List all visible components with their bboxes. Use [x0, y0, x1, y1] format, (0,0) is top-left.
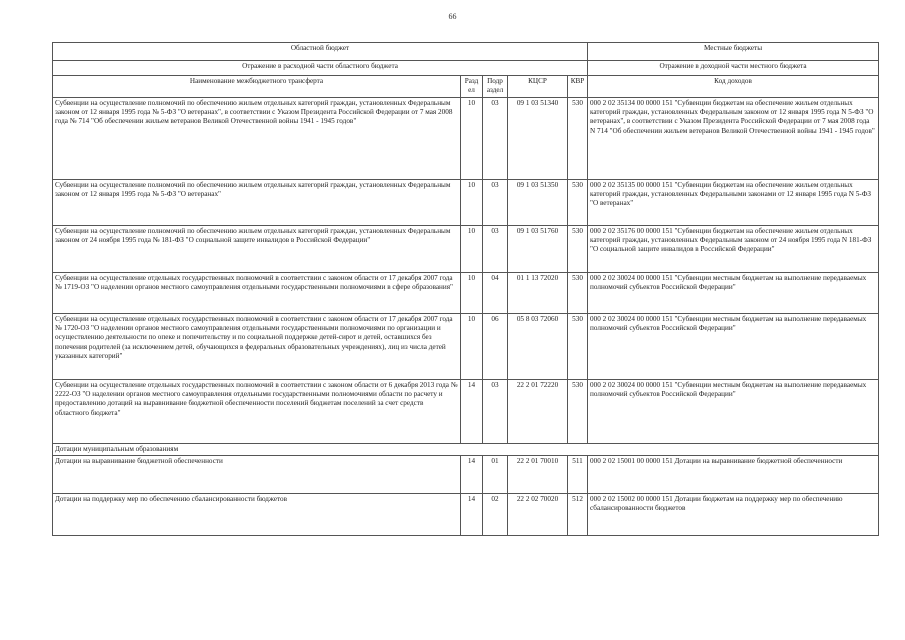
transfer-name: Субвенции на осуществление отдельных государственных полномочий в соответствии с законом области от 17 декабря 2007 года № 1720-ОЗ "О наделении органов местного самоуправления отдельными государственными полномочиями по организации и осуществлению деятельности по опеке и попечительству и по социальной поддержке детей-сирот и детей, оставшихся без попечения родителей (за исключением детей, обучающихся в федеральных образовательных учреждениях), лиц из числа детей указанных категорий" — [53, 314, 461, 380]
transfer-name: Субвенции на осуществление полномочий по обеспечению жильем отдельных категорий граждан, установленных Федеральным законом от 24 ноября 1995 года № 181-ФЗ "О социальной защите инвалидов в Российской Федерации" — [53, 226, 461, 273]
table-row — [53, 456, 879, 494]
table-row — [53, 380, 879, 444]
col-header-name: Наименование межбюджетного трансферта — [53, 76, 461, 98]
col-header-podrazdel: Подр аздел — [483, 76, 508, 98]
razdel: 10 — [461, 180, 483, 226]
kcsr: 09 1 03 51340 — [508, 98, 568, 180]
kcsr: 22 2 01 70010 — [508, 456, 568, 494]
income-code: 000 2 02 15001 00 0000 151 Дотации на выравнивание бюджетной обеспеченности — [588, 456, 879, 494]
podrazdel: 04 — [483, 273, 508, 314]
kvr: 530 — [568, 98, 588, 180]
kvr: 530 — [568, 180, 588, 226]
transfers-table — [52, 42, 879, 536]
kcsr: 09 1 03 51760 — [508, 226, 568, 273]
section-row — [53, 444, 879, 456]
table-row — [53, 98, 879, 180]
table-row — [53, 494, 879, 536]
header-regional-budget: Областной бюджет — [53, 43, 588, 61]
kvr: 530 — [568, 226, 588, 273]
kcsr: 09 1 03 51350 — [508, 180, 568, 226]
podrazdel: 03 — [483, 226, 508, 273]
header-local-reflection: Отражение в доходной части местного бюджета — [588, 61, 879, 76]
table-row — [53, 314, 879, 380]
header-row-columns — [53, 76, 879, 98]
income-code: 000 2 02 35176 00 0000 151 "Субвенции бюджетам на обеспечение жильем отдельных категорий граждан, установленных Федеральным законом от 24 ноября 1995 года N 181-ФЗ "О социальной защите инвалидов в Российской Федерации" — [588, 226, 879, 273]
table-row — [53, 226, 879, 273]
header-row-reflection — [53, 61, 879, 76]
income-code: 000 2 02 35135 00 0000 151 "Субвенции бюджетам на обеспечение жильем отдельных категорий граждан, установленных Федеральными законами от 12 января 1995 года N 5-ФЗ "О ветеранах" — [588, 180, 879, 226]
kvr: 530 — [568, 314, 588, 380]
kcsr: 01 1 13 72020 — [508, 273, 568, 314]
razdel: 10 — [461, 98, 483, 180]
income-code: 000 2 02 35134 00 0000 151 "Субвенции бюджетам на обеспечение жильем отдельных категорий граждан, установленных Федеральным законом от 12 января 1995 года N 5-ФЗ "О ветеранах", в соответствии с Указом Президента Российской Федерации от 7 мая 2008 года N 714 "Об обеспечении жильем ветеранов Великой Отечественной войны 1941 - 1945 годов" — [588, 98, 879, 180]
income-code: 000 2 02 30024 00 0000 151 "Субвенции местным бюджетам на выполнение передаваемых полномочий субъектов Российской Федерации" — [588, 380, 879, 444]
col-header-income-code: Код доходов — [588, 76, 879, 98]
transfer-name: Субвенции на осуществление полномочий по обеспечению жильем отдельных категорий граждан, установленных Федеральным законом от 12 января 1995 года № 5-ФЗ "О ветеранах", в соответствии с Указом Президента Российской Федерации от 7 мая 2008 года № 714 "Об обеспечении жильем ветеранов Великой Отечественной войны 1941 - 1945 годов" — [53, 98, 461, 180]
col-header-kcsr: КЦСР — [508, 76, 568, 98]
razdel: 14 — [461, 494, 483, 536]
transfer-name: Дотации на поддержку мер по обеспечению сбалансированности бюджетов — [53, 494, 461, 536]
podrazdel: 03 — [483, 380, 508, 444]
razdel: 10 — [461, 314, 483, 380]
kcsr: 22 2 02 70020 — [508, 494, 568, 536]
transfer-name: Субвенции на осуществление полномочий по обеспечению жильем отдельных категорий граждан, установленных Федеральным законом от 12 января 1995 года № 5-ФЗ "О ветеранах" — [53, 180, 461, 226]
kvr: 530 — [568, 380, 588, 444]
col-header-razdel: Разд ел — [461, 76, 483, 98]
kvr: 511 — [568, 456, 588, 494]
section-title: Дотации муниципальным образованиям — [53, 444, 879, 456]
kvr: 530 — [568, 273, 588, 314]
transfer-name: Субвенции на осуществление отдельных государственных полномочий в соответствии с законом области от 17 декабря 2007 года № 1719-ОЗ "О наделении органов местного самоуправления отдельными государственными полномочиями в сфере образования" — [53, 273, 461, 314]
transfer-name: Субвенции на осуществление отдельных государственных полномочий в соответствии с законом области от 6 декабря 2013 года № 2222-ОЗ "О наделении органов местного самоуправления отдельными государственными полномочиями области по расчету и предоставлению дотаций на выравнивание бюджетной обеспеченности поселений бюджетам поселений за счет средств областного бюджета" — [53, 380, 461, 444]
transfer-name: Дотации на выравнивание бюджетной обеспеченности — [53, 456, 461, 494]
kcsr: 05 8 03 72060 — [508, 314, 568, 380]
income-code: 000 2 02 15002 00 0000 151 Дотации бюджетам на поддержку мер по обеспечению сбалансированности бюджетов — [588, 494, 879, 536]
header-regional-reflection: Отражение в расходной части областного бюджета — [53, 61, 588, 76]
razdel: 10 — [461, 226, 483, 273]
podrazdel: 03 — [483, 180, 508, 226]
podrazdel: 01 — [483, 456, 508, 494]
header-local-budgets: Местные бюджеты — [588, 43, 879, 61]
table-row — [53, 180, 879, 226]
table-row — [53, 273, 879, 314]
razdel: 14 — [461, 380, 483, 444]
income-code: 000 2 02 30024 00 0000 151 "Субвенции местным бюджетам на выполнение передаваемых полномочий субъектов Российской Федерации" — [588, 314, 879, 380]
kcsr: 22 2 01 72220 — [508, 380, 568, 444]
col-header-kvr: КВР — [568, 76, 588, 98]
razdel: 10 — [461, 273, 483, 314]
podrazdel: 02 — [483, 494, 508, 536]
podrazdel: 03 — [483, 98, 508, 180]
razdel: 14 — [461, 456, 483, 494]
podrazdel: 06 — [483, 314, 508, 380]
kvr: 512 — [568, 494, 588, 536]
header-row-budgets — [53, 43, 879, 61]
page-number: 66 — [448, 12, 457, 21]
income-code: 000 2 02 30024 00 0000 151 "Субвенции местным бюджетам на выполнение передаваемых полномочий субъектов Российской Федерации" — [588, 273, 879, 314]
